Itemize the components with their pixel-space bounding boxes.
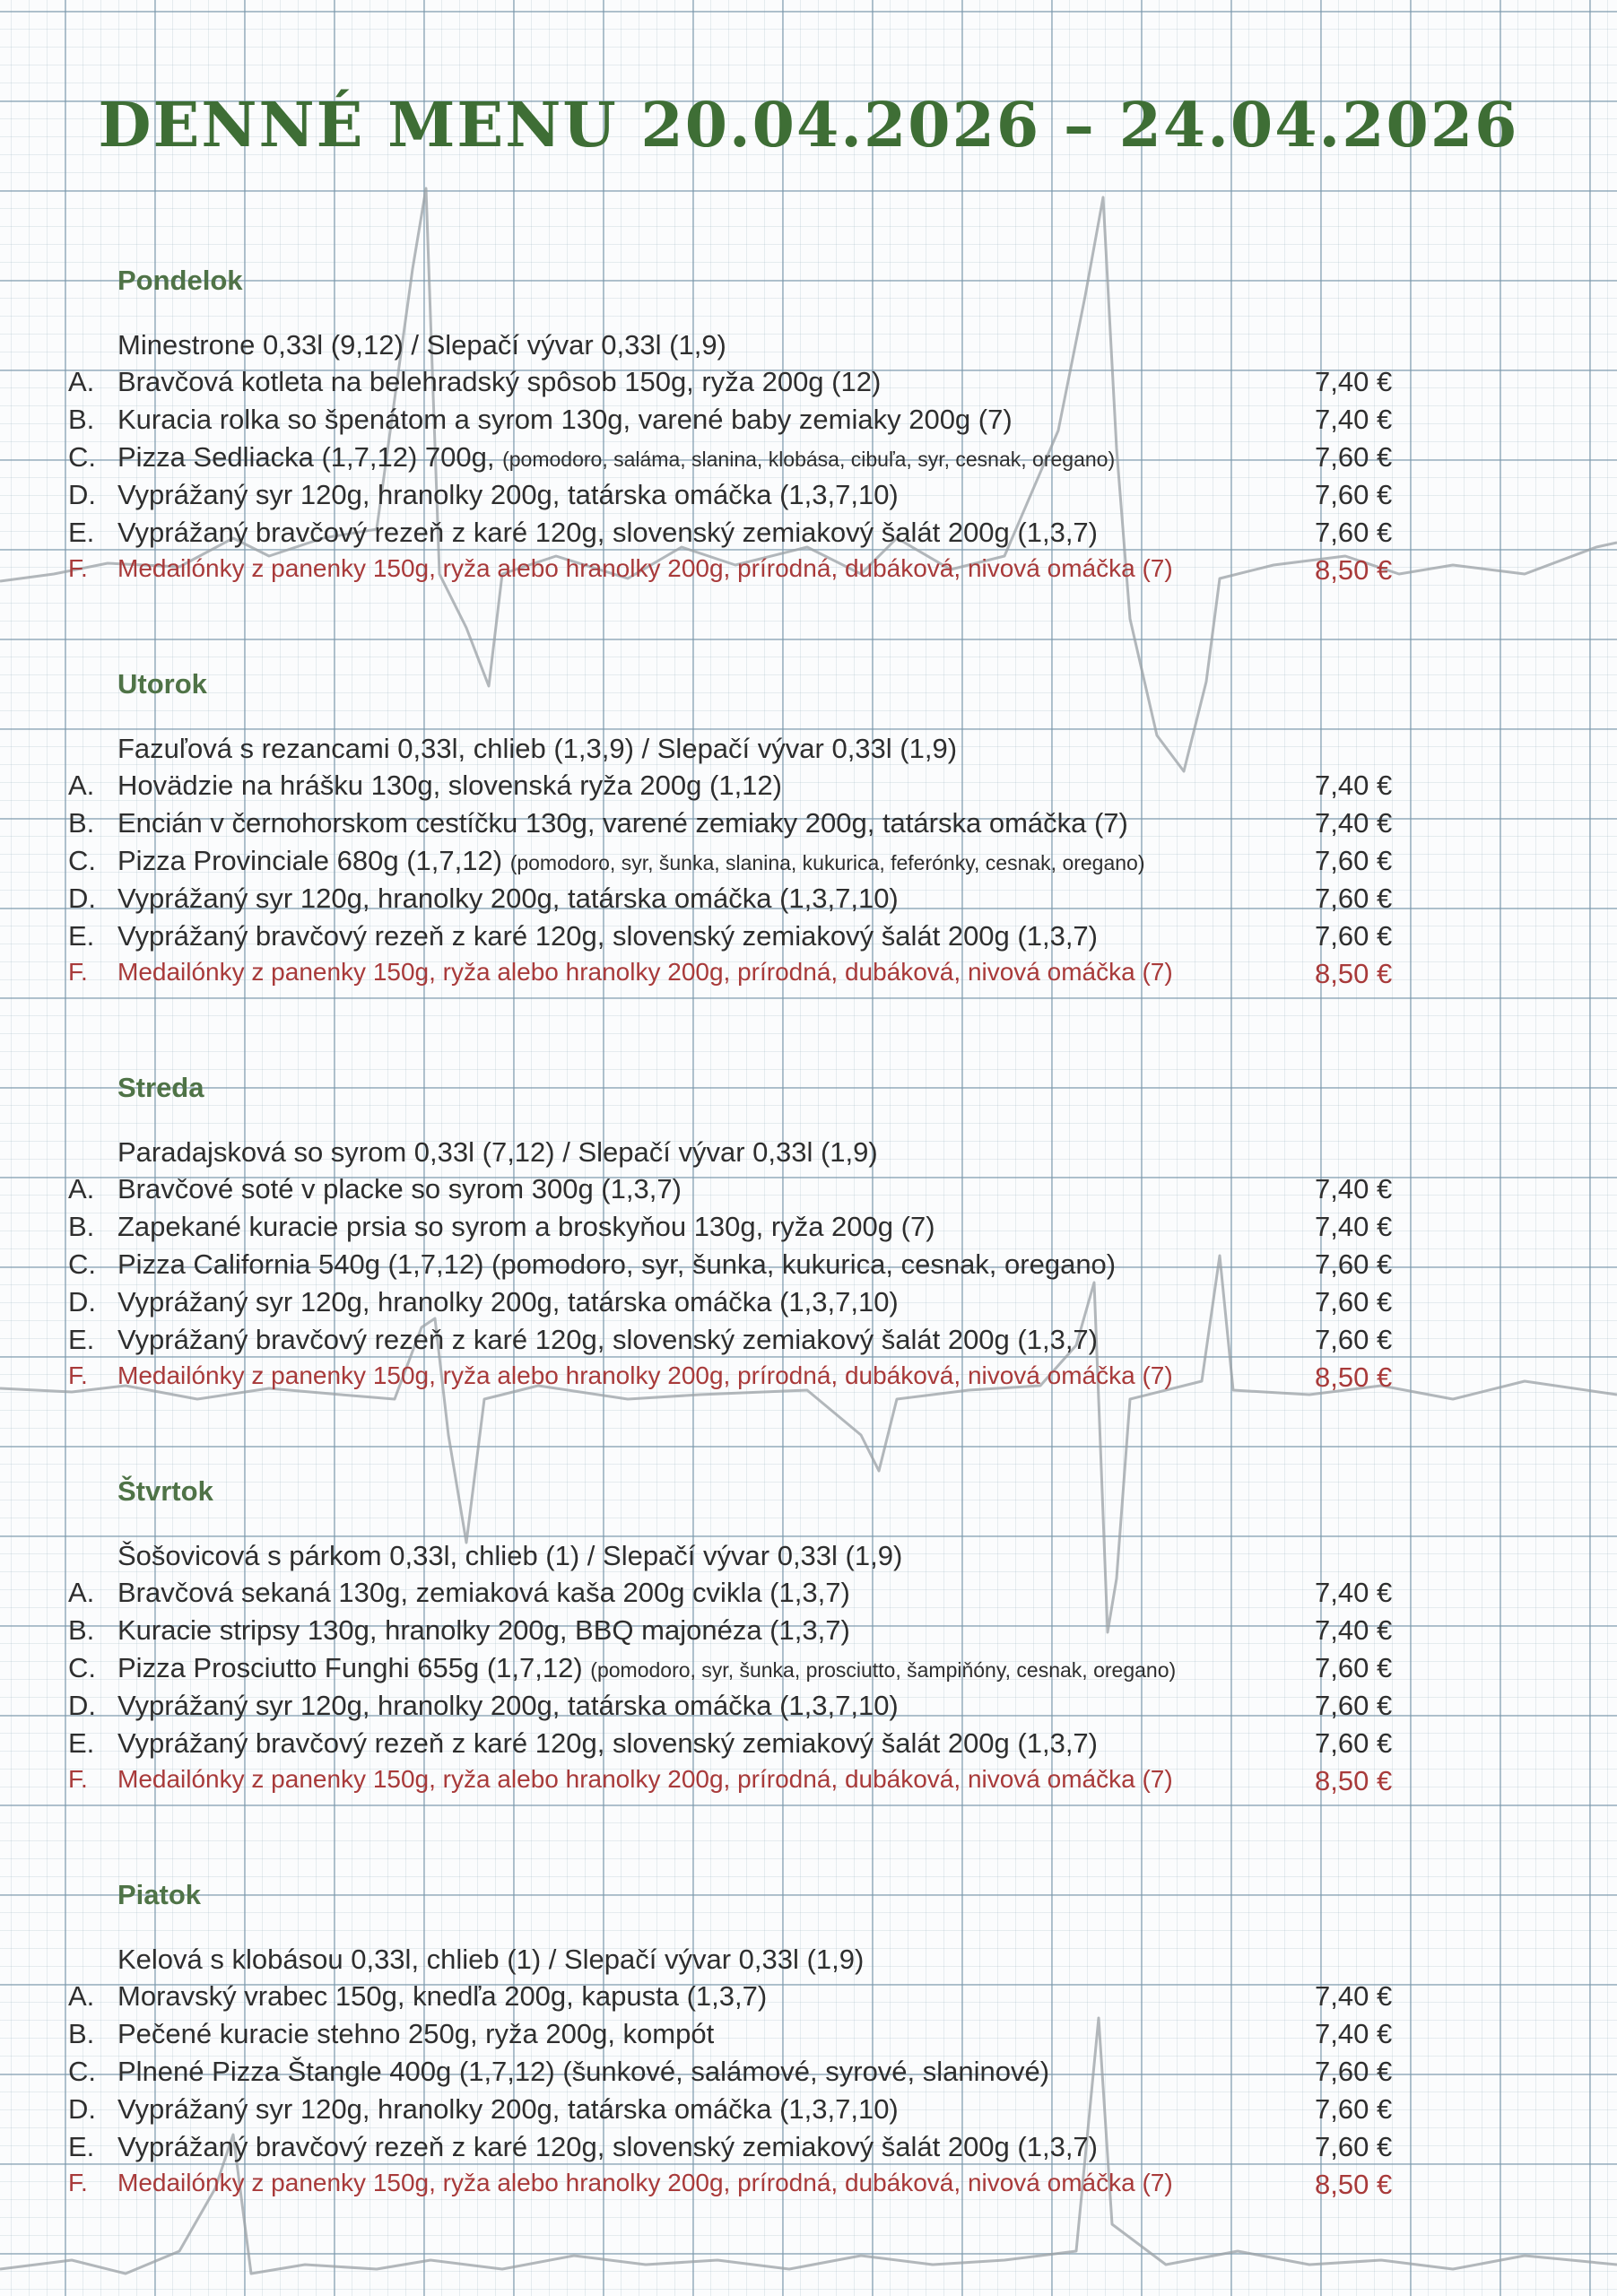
menu-item-row <box>0 1324 1617 1361</box>
item-description-text: Pizza California 540g (1,7,12) (pomodoro, syr, šunka, kukurica, cesnak, oregano) <box>117 1248 1117 1280</box>
item-description <box>117 366 881 398</box>
item-description <box>117 404 1013 436</box>
menu-item-row <box>0 404 1617 441</box>
item-description-text: Pizza Prosciutto Funghi 655g (1,7,12) <box>117 1652 591 1683</box>
item-price: 7,60 € <box>1315 1248 1393 1280</box>
soup-line: Šošovicová s párkom 0,33l, chlieb (1) / Slepačí vývar 0,33l (1,9) <box>117 1540 903 1571</box>
item-description-text: Moravský vrabec 150g, knedľa 200g, kapusta (1,3,7) <box>117 1980 768 2012</box>
item-description <box>117 1765 1173 1794</box>
item-price: 7,40 € <box>1315 404 1393 435</box>
menu-item-row <box>0 1361 1617 1399</box>
item-price: 7,60 € <box>1315 1324 1393 1355</box>
item-description-text: Vyprážaný syr 120g, hranolky 200g, tatárska omáčka (1,3,7,10) <box>117 479 899 510</box>
item-letter: F. <box>68 554 88 582</box>
item-description <box>117 1614 850 1647</box>
item-price: 7,60 € <box>1315 2056 1393 2087</box>
item-description-text: Pizza Provinciale 680g (1,7,12) <box>117 845 510 876</box>
item-description-text: Zapekané kuracie prsia so syrom a broskyňou 130g, ryža 200g (7) <box>117 1211 935 1242</box>
item-price: 7,40 € <box>1315 1173 1393 1205</box>
item-letter: A. <box>68 1577 95 1608</box>
item-letter: A. <box>68 366 95 397</box>
item-letter: E. <box>68 517 95 548</box>
item-description-text: Bravčové soté v placke so syrom 300g (1,3,7) <box>117 1173 682 1205</box>
item-description-text: Pizza Sedliacka (1,7,12) 700g, <box>117 441 503 473</box>
menu-item-row <box>0 1652 1617 1690</box>
soup-line: Paradajsková so syrom 0,33l (7,12) / Slepačí vývar 0,33l (1,9) <box>117 1136 878 1168</box>
item-description <box>117 920 1098 952</box>
soup-line: Fazuľová s rezancami 0,33l, chlieb (1,3,9) / Slepačí vývar 0,33l (1,9) <box>117 733 958 764</box>
menu-item-row <box>0 2169 1617 2206</box>
item-description-text: Vyprážaný syr 120g, hranolky 200g, tatárska omáčka (1,3,7,10) <box>117 1690 899 1721</box>
menu-item-row <box>0 958 1617 996</box>
item-description-text: Bravčová kotleta na belehradský spôsob 150g, ryža 200g (12) <box>117 366 882 397</box>
item-description-text: Vyprážaný bravčový rezeň z karé 120g, slovenský zemiakový šalát 200g (1,3,7) <box>117 920 1098 952</box>
menu-item-row <box>0 1577 1617 1614</box>
item-price: 7,40 € <box>1315 1980 1393 2012</box>
item-description <box>117 517 1098 549</box>
item-description <box>117 1690 899 1722</box>
menu-item-row <box>0 770 1617 807</box>
item-price: 7,60 € <box>1315 517 1393 548</box>
item-letter: B. <box>68 404 95 435</box>
item-description <box>117 1324 1098 1356</box>
item-letter: B. <box>68 2018 95 2049</box>
item-description <box>117 807 1128 839</box>
menu-item-row <box>0 1980 1617 2018</box>
menu-item-row <box>0 1614 1617 1652</box>
item-description <box>117 1173 682 1205</box>
item-ingredients-note: (pomodoro, saláma, slanina, klobása, cibuľa, syr, cesnak, oregano) <box>502 448 1116 471</box>
menu-item-row <box>0 1173 1617 1211</box>
item-description <box>117 2018 714 2050</box>
item-letter: D. <box>68 1690 96 1721</box>
item-description-text: Vyprážaný syr 120g, hranolky 200g, tatárska omáčka (1,3,7,10) <box>117 883 899 914</box>
item-letter: B. <box>68 1211 95 1242</box>
item-ingredients-note: (pomodoro, syr, šunka, prosciutto, šampiňóny, cesnak, oregano) <box>590 1658 1177 1682</box>
item-description-text: Kuracia rolka so špenátom a syrom 130g, varené baby zemiaky 200g (7) <box>117 404 1013 435</box>
item-price: 7,60 € <box>1315 883 1393 914</box>
item-price: 7,60 € <box>1315 1727 1393 1759</box>
item-price: 7,60 € <box>1315 2131 1393 2162</box>
item-letter: A. <box>68 770 95 801</box>
day-name: Utorok <box>117 668 207 700</box>
item-price: 7,40 € <box>1315 1211 1393 1242</box>
item-description <box>117 479 899 511</box>
item-price: 7,60 € <box>1315 2093 1393 2125</box>
item-letter: D. <box>68 1286 96 1318</box>
item-description <box>117 1286 899 1318</box>
item-price: 8,50 € <box>1315 1361 1393 1393</box>
item-price: 7,60 € <box>1315 1286 1393 1318</box>
soup-line: Minestrone 0,33l (9,12) / Slepačí vývar 0,33l (1,9) <box>117 329 726 361</box>
item-price: 8,50 € <box>1315 554 1393 586</box>
item-description-text: Vyprážaný syr 120g, hranolky 200g, tatárska omáčka (1,3,7,10) <box>117 2093 899 2125</box>
item-ingredients-note: (pomodoro, syr, šunka, slanina, kukurica, feferónky, cesnak, oregano) <box>509 851 1145 874</box>
menu-item-row <box>0 479 1617 517</box>
menu-item-row <box>0 807 1617 845</box>
item-description-text: Vyprážaný syr 120g, hranolky 200g, tatárska omáčka (1,3,7,10) <box>117 1286 899 1318</box>
item-price: 7,60 € <box>1315 479 1393 510</box>
item-description-text: Bravčová sekaná 130g, zemiaková kaša 200g cvikla (1,3,7) <box>117 1577 850 1608</box>
item-letter: E. <box>68 1727 95 1759</box>
menu-item-row <box>0 845 1617 883</box>
item-description <box>117 441 1115 474</box>
menu-item-row <box>0 1286 1617 1324</box>
item-description <box>117 2093 899 2126</box>
menu-item-row <box>0 1727 1617 1765</box>
item-price: 8,50 € <box>1315 958 1393 989</box>
item-description-text: Medailónky z panenky 150g, ryža alebo hranolky 200g, prírodná, dubáková, nivová omáčka (7) <box>117 1765 1173 1793</box>
item-price: 7,60 € <box>1315 845 1393 876</box>
item-letter: C. <box>68 2056 96 2087</box>
item-description <box>117 1361 1173 1390</box>
item-description-text: Kuracie stripsy 130g, hranolky 200g, BBQ majonéza (1,3,7) <box>117 1614 850 1646</box>
item-description-text: Plnené Pizza Štangle 400g (1,7,12) (šunkové, salámové, syrové, slaninové) <box>117 2056 1050 2087</box>
menu-item-row <box>0 920 1617 958</box>
item-description <box>117 2131 1098 2163</box>
menu-item-row <box>0 2018 1617 2056</box>
item-description-text: Vyprážaný bravčový rezeň z karé 120g, slovenský zemiakový šalát 200g (1,3,7) <box>117 1324 1098 1355</box>
day-name: Streda <box>117 1072 204 1103</box>
item-letter: D. <box>68 883 96 914</box>
item-description <box>117 1211 935 1243</box>
menu-item-row <box>0 2093 1617 2131</box>
item-description-text: Medailónky z panenky 150g, ryža alebo hranolky 200g, prírodná, dubáková, nivová omáčka (7) <box>117 958 1173 986</box>
item-price: 7,60 € <box>1315 920 1393 952</box>
item-description <box>117 2169 1173 2197</box>
item-description-text: Medailónky z panenky 150g, ryža alebo hranolky 200g, prírodná, dubáková, nivová omáčka (7) <box>117 2169 1173 2196</box>
menu-item-row <box>0 366 1617 404</box>
item-description <box>117 1980 767 2013</box>
item-description-text: Hovädzie na hrášku 130g, slovenská ryža 200g (1,12) <box>117 770 782 801</box>
item-price: 7,60 € <box>1315 1690 1393 1721</box>
menu-item-row <box>0 1248 1617 1286</box>
item-description <box>117 883 899 915</box>
item-letter: D. <box>68 2093 96 2125</box>
item-letter: E. <box>68 920 95 952</box>
item-description <box>117 1652 1176 1684</box>
item-description <box>117 1248 1116 1281</box>
item-price: 7,40 € <box>1315 366 1393 397</box>
menu-item-row <box>0 1765 1617 1803</box>
item-description <box>117 845 1145 877</box>
menu-item-row <box>0 2056 1617 2093</box>
item-letter: E. <box>68 1324 95 1355</box>
item-letter: F. <box>68 1361 88 1389</box>
item-letter: C. <box>68 1248 96 1280</box>
item-description-text: Vyprážaný bravčový rezeň z karé 120g, slovenský zemiakový šalát 200g (1,3,7) <box>117 2131 1098 2162</box>
item-description-text: Medailónky z panenky 150g, ryža alebo hranolky 200g, prírodná, dubáková, nivová omáčka (7) <box>117 554 1173 582</box>
item-price: 8,50 € <box>1315 1765 1393 1796</box>
item-description <box>117 958 1173 987</box>
item-description <box>117 1577 850 1609</box>
item-description-text: Vyprážaný bravčový rezeň z karé 120g, slovenský zemiakový šalát 200g (1,3,7) <box>117 1727 1098 1759</box>
day-name: Piatok <box>117 1879 202 1910</box>
item-price: 7,40 € <box>1315 2018 1393 2049</box>
item-description <box>117 770 782 802</box>
page-title: DENNÉ MENU 20.04.2026 – 24.04.2026 <box>98 90 1519 161</box>
item-price: 7,40 € <box>1315 1614 1393 1646</box>
item-description <box>117 554 1173 583</box>
menu-item-row <box>0 1211 1617 1248</box>
item-description-text: Encián v černohorskom cestíčku 130g, varené zemiaky 200g, tatárska omáčka (7) <box>117 807 1128 839</box>
item-letter: F. <box>68 1765 88 1793</box>
item-letter: F. <box>68 958 88 986</box>
item-letter: C. <box>68 845 96 876</box>
menu-item-row <box>0 2131 1617 2169</box>
day-name: Štvrtok <box>117 1475 213 1507</box>
item-price: 7,60 € <box>1315 441 1393 473</box>
item-price: 7,60 € <box>1315 1652 1393 1683</box>
item-letter: B. <box>68 1614 95 1646</box>
item-letter: A. <box>68 1173 95 1205</box>
day-name: Pondelok <box>117 265 243 296</box>
item-letter: B. <box>68 807 95 839</box>
item-letter: A. <box>68 1980 95 2012</box>
menu-item-row <box>0 441 1617 479</box>
item-description <box>117 1727 1098 1760</box>
menu-item-row <box>0 883 1617 920</box>
item-letter: C. <box>68 441 96 473</box>
item-description-text: Pečené kuracie stehno 250g, ryža 200g, kompót <box>117 2018 715 2049</box>
item-description-text: Vyprážaný bravčový rezeň z karé 120g, slovenský zemiakový šalát 200g (1,3,7) <box>117 517 1098 548</box>
item-price: 7,40 € <box>1315 1577 1393 1608</box>
menu-item-row <box>0 517 1617 554</box>
item-letter: F. <box>68 2169 88 2196</box>
item-letter: E. <box>68 2131 95 2162</box>
item-letter: D. <box>68 479 96 510</box>
menu-item-row <box>0 1690 1617 1727</box>
item-letter: C. <box>68 1652 96 1683</box>
item-price: 7,40 € <box>1315 770 1393 801</box>
item-description-text: Medailónky z panenky 150g, ryža alebo hranolky 200g, prírodná, dubáková, nivová omáčka (7) <box>117 1361 1173 1389</box>
item-price: 8,50 € <box>1315 2169 1393 2200</box>
item-description <box>117 2056 1049 2088</box>
soup-line: Kelová s klobásou 0,33l, chlieb (1) / Slepačí vývar 0,33l (1,9) <box>117 1944 865 1975</box>
item-price: 7,40 € <box>1315 807 1393 839</box>
menu-item-row <box>0 554 1617 592</box>
